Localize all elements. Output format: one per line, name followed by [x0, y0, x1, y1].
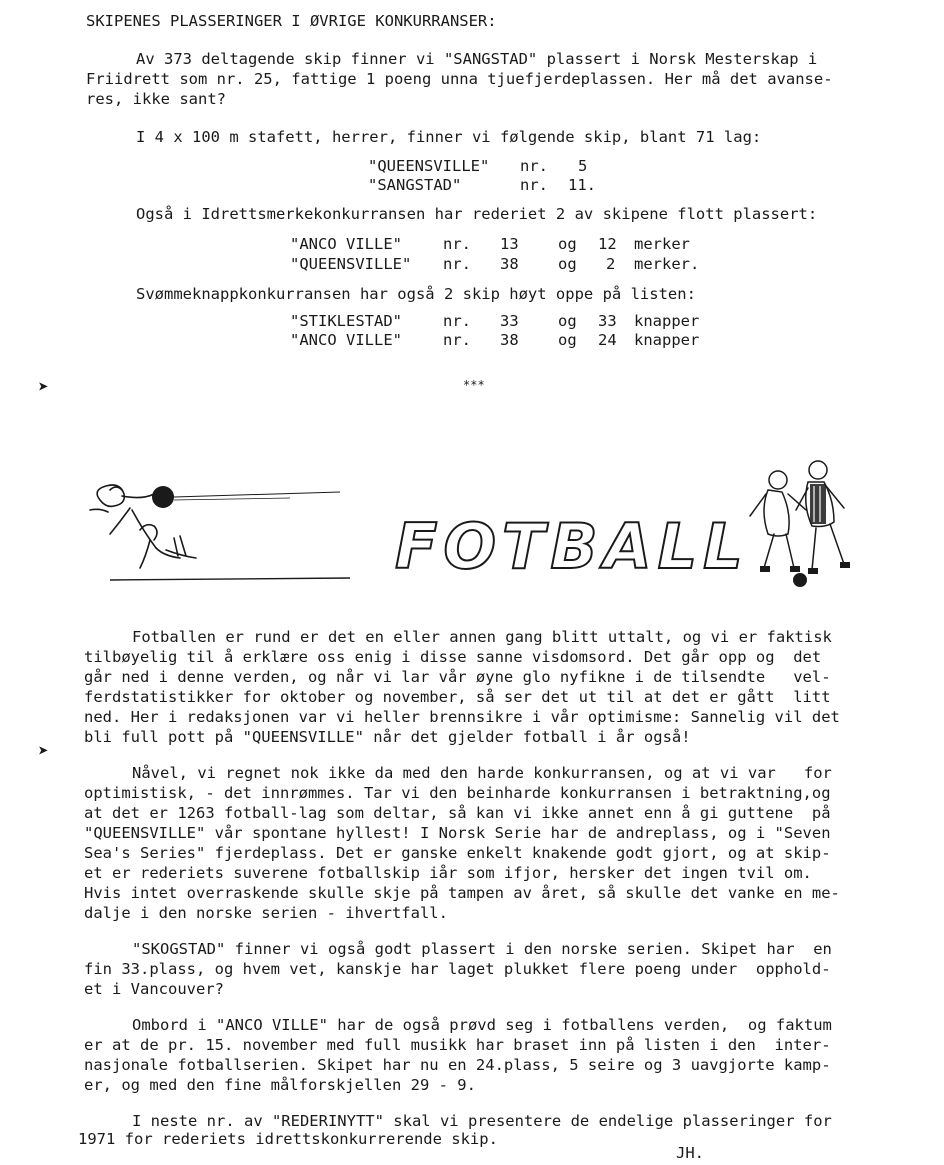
f4-line-4: er, og med den fine målforskjellen 29 - 9. — [84, 1076, 476, 1094]
marks-intro: Også i Idrettsmerkekonkurransen har rederiet 2 av skipene flott plassert: — [136, 205, 818, 223]
fotball-title: FOTBALL — [395, 510, 749, 583]
f5-line-1: I neste nr. av "REDERINYTT" skal vi presentere de endelige plasseringer for — [132, 1112, 832, 1130]
swim-og-2: og — [558, 331, 577, 349]
marks-unit-1: merker — [634, 235, 690, 253]
swim-unit-1: knapper — [634, 312, 700, 330]
relay-ship-2: "SANGSTAD" — [368, 176, 462, 194]
f2-line-1: Nåvel, vi regnet nok ikke da med den harde konkurransen, og at vi var for — [132, 764, 832, 782]
f1-line-2: tilbøyelig til å erklære oss enig i disse sanne visdomsord. Det går opp og det — [84, 648, 822, 666]
relay-place-1: 5 — [578, 157, 588, 175]
f2-line-8: dalje i den norske serien - ihvertfall. — [84, 904, 448, 922]
swim-count-2: 24 — [598, 331, 617, 349]
f4-line-2: er at de pr. 15. november med full musikk har braset inn på listen i den inter- — [84, 1036, 831, 1054]
f1-line-6: bli full pott på "QUEENSVILLE" når det gjelder fotball i år også! — [84, 728, 691, 746]
marks-unit-2: merker. — [634, 255, 700, 273]
f1-line-1: Fotballen er rund er det en eller annen gang blitt uttalt, og vi er faktisk — [132, 628, 832, 646]
swim-count-1: 33 — [598, 312, 617, 330]
relay-nr-1: nr. — [520, 157, 548, 175]
punch-mark-icon: ➤ — [38, 377, 49, 398]
marks-nr-1: nr. — [443, 235, 471, 253]
p1-line-1: Av 373 deltagende skip finner vi "SANGSTAD" plassert i Norsk Mesterskap i — [136, 50, 818, 68]
marks-ship-1: "ANCO VILLE" — [290, 235, 402, 253]
two-players-illustration — [738, 458, 858, 590]
f1-line-4: ferdstatistikker for oktober og november, så ser det ut til at det er gått litt — [84, 688, 831, 706]
f2-line-7: Hvis intet overraskende skulle skje på tampen av året, så skulle det vanke en me- — [84, 884, 840, 902]
f2-line-2: optimistisk, - det innrømmes. Tar vi den beinharde konkurransen i betraktning,og — [84, 784, 831, 802]
marks-place-1: 13 — [500, 235, 519, 253]
f2-line-3: at det er 1263 fotball-lag som deltar, så kan vi ikke annet enn å gi guttene på — [84, 804, 831, 822]
page-heading: SKIPENES PLASSERINGER I ØVRIGE KONKURRANSER: — [86, 12, 497, 30]
swim-og-1: og — [558, 312, 577, 330]
p1-line-2: Friidrett som nr. 25, fattige 1 poeng unna tjuefjerdeplassen. Her må det avanse- — [86, 70, 833, 88]
relay-nr-2: nr. — [520, 176, 548, 194]
f2-line-6: et er rederiets suverene fotballskip iår som ifjor, hersker det ingen tvil om. — [84, 864, 812, 882]
swim-ship-1: "STIKLESTAD" — [290, 312, 402, 330]
swim-nr-2: nr. — [443, 331, 471, 349]
relay-ship-1: "QUEENSVILLE" — [368, 157, 490, 175]
swim-place-2: 38 — [500, 331, 519, 349]
section-separator: *** — [463, 378, 485, 392]
marks-ship-2: "QUEENSVILLE" — [290, 255, 412, 273]
punch-mark-icon: ➤ — [38, 741, 49, 762]
marks-place-2: 38 — [500, 255, 519, 273]
swim-nr-1: nr. — [443, 312, 471, 330]
swim-intro: Svømmeknappkonkurransen har også 2 skip høyt oppe på listen: — [136, 285, 696, 303]
f1-line-5: ned. Her i redaksjonen var vi heller brennsikre i vår optimisme: Sannelig vil det — [84, 708, 840, 726]
swim-ship-2: "ANCO VILLE" — [290, 331, 402, 349]
kicking-player-illustration — [70, 470, 370, 590]
p1-line-3: res, ikke sant? — [86, 90, 226, 108]
f3-line-1: "SKOGSTAD" finner vi også godt plassert i den norske serien. Skipet har en — [132, 940, 832, 958]
swim-place-1: 33 — [500, 312, 519, 330]
f2-line-5: Sea's Series" fjerdeplass. Det er ganske enkelt knakende godt gjort, og at skip- — [84, 844, 831, 862]
signature: JH. — [676, 1144, 704, 1162]
f1-line-3: går ned i denne verden, og når vi lar vår øyne glo nyfikne i de tilsendte vel- — [84, 668, 831, 686]
relay-place-2: 11. — [568, 176, 596, 194]
swim-unit-2: knapper — [634, 331, 700, 349]
f4-line-3: nasjonale fotballserien. Skipet har nu en 24.plass, 5 seire og 3 uavgjorte kamp- — [84, 1056, 831, 1074]
f2-line-4: "QUEENSVILLE" vår spontane hyllest! I Norsk Serie har de andreplass, og i "Seven — [84, 824, 831, 842]
marks-count-1: 12 — [598, 235, 617, 253]
marks-og-2: og — [558, 255, 577, 273]
f3-line-3: et i Vancouver? — [84, 980, 224, 998]
f4-line-1: Ombord i "ANCO VILLE" har de også prøvd seg i fotballens verden, og faktum — [132, 1016, 832, 1034]
f5-line-2: 1971 for rederiets idrettskonkurrerende skip. — [78, 1130, 498, 1148]
marks-nr-2: nr. — [443, 255, 471, 273]
marks-og-1: og — [558, 235, 577, 253]
f3-line-2: fin 33.plass, og hvem vet, kanskje har laget plukket flere poeng under opphold- — [84, 960, 831, 978]
relay-intro: I 4 x 100 m stafett, herrer, finner vi følgende skip, blant 71 lag: — [136, 128, 762, 146]
marks-count-2: 2 — [606, 255, 616, 273]
